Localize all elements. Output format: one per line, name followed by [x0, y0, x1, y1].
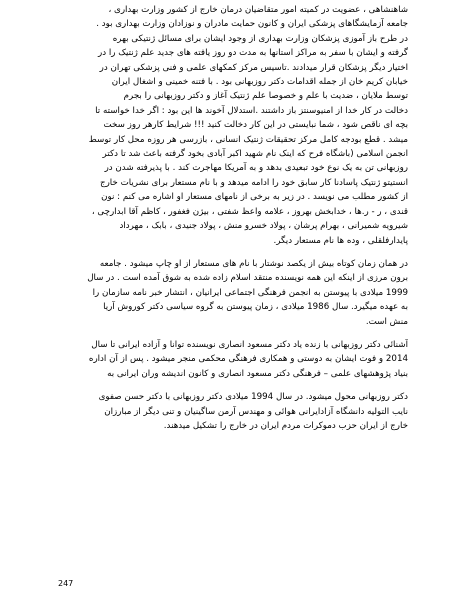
text-line: بچه ای ناقص شود ، شما نبایستی در این کار دخالت کنید !!! شرایط کارهر روز سخت: [103, 120, 408, 131]
text-line: بنیاد پژوهشهای علمی – فرهنگی دکتر مسعود انصاری و کانون اندیشه وران ایرانی به: [107, 368, 408, 379]
text-line: قندی ، ر - ر.ها ، خدابخش بهروز ، علامه واعظ شفتی ، بیژن فغفور ، کاظم آقا ابدارچی ،: [91, 206, 408, 217]
text-line: به عهده میگیرد. سال 1986 میلادی ، زمان پیوستن به گروه سیاسی دکتر کوروش آریا: [103, 302, 408, 313]
text-line: آشنائی دکتر روزبهانی با زنده یاد دکتر مسعود انصاری نویسنده توانا و آزاده ایرانی تا سال: [91, 339, 408, 350]
text-line: شیرویه شمیرانی ، بهرام پرشان ، پولاد خسرو منش ، پولاد جنیدی ، بابک ، مهرداد: [119, 221, 408, 232]
text-line: 1999 میلادی با پیوستن به انجمن فرهنگی اجتماعی ایرانیان ، انتشار خبر نامه سازمان را: [92, 287, 408, 298]
text-line: روزبهانی تن به یک نوع خود تبعیدی بدهد و به آمریکا مهاجرت کند . با پذیرفته شدن در: [104, 163, 408, 174]
text-line: انستیتو ژنتیک پاسادنا کار سابق خود را ادامه میدهد و با نام مستعار برای نشریات خارج: [99, 177, 408, 188]
text-line: پایدارفلقلی ، وده ها نام مستعار دیگر.: [273, 235, 408, 246]
paragraph: [58, 3, 408, 248]
text-line: خیابان کریم خان از جمله اقدامات دکتر روزبهانی بود . با فتنه خمینی و اشغال ایران: [111, 77, 408, 88]
text-line: جامعه آزمایشگاهای پزشکی ایران و کانون حمایت مادران و نوزادان وزارت بهداری بود .: [96, 19, 408, 30]
paragraph: [58, 338, 408, 381]
text-line: برون مرزی از اینکه این همه نویسنده منتقد اسلام زاده شده به شوق آمده است . در سال: [87, 273, 408, 284]
text-line: منش است.: [365, 316, 408, 327]
text-line: 2014 و فوت ایشان به دوستی و همکاری فرهنگی محکمی منجر میشود . پس از آن اداره: [88, 354, 408, 365]
text-line: انجمن اسلامی (باشگاه فرح که اینک نام شهید اکبر آبادی بخود گرفته باعث شد تا دکتر: [102, 149, 408, 160]
text-line: خارج از ایران حزب دموکرات مردم ایران در خارج را تشکیل میدهند.: [163, 420, 408, 431]
text-line: توسط ملایان ، ضدیت با علم و خصوصا علم ژنتیک آغاز و دکتر روزبهانی را بجرم: [123, 91, 408, 102]
text-line: دکتر روزبهانی محول میشود. در سال 1994 میلادی دکتر روزبهانی با دکتر حسن صفوی: [98, 392, 408, 403]
text-line: از کشور مطلب می نویسد . در زیر به برخی از نامهای مستعار او اشاره می کنم : نون: [101, 192, 408, 203]
document-body: [58, 3, 408, 433]
paragraph: [58, 257, 408, 329]
text-line: نایب التولیه دانشگاه آزادایرانی هوائی و مهندس آرمن ساگینیان و تنی دیگر از مبارزان: [104, 406, 408, 417]
text-line: شاهنشاهی ، عضویت در کمیته امور متقاضیان درمان خارج از کشور وزارت بهداری ،: [108, 5, 408, 15]
text-line: اختیار دیگر پزشکان قرار میدادند .تاسیس مرکز کمکهای علمی و فنی پزشکی تهران در: [99, 62, 408, 73]
document-page: [58, 3, 408, 599]
page-number: 247: [58, 579, 74, 588]
paragraph: [58, 390, 408, 433]
text-line: دخالت در کار خدا از امنیوسنتز باز داشتند .استدلال آخوند ها این بود : اگر خدا خواسته تا: [95, 105, 408, 116]
text-line: گرفته و ایشان با سفر به مراکز استانها به مدت دو روز یافته های جدید علم ژنتیک را در: [98, 48, 408, 59]
text-line: میشد . قطع بودجه کامل مرکز تحقیقات ژنتیک انسانی ، بازرسی هر روزه محل کار توسط: [88, 134, 408, 145]
text-line: در همان زمان کوتاه بیش از یکصد نوشتار با نام های مستعار از او چاپ میشود . جامعه: [99, 258, 408, 269]
text-line: در طرح باز آموزی پزشکان وزارت بهداری از وجود ایشان برای مسائل ژنتیکی بهره: [112, 33, 408, 44]
